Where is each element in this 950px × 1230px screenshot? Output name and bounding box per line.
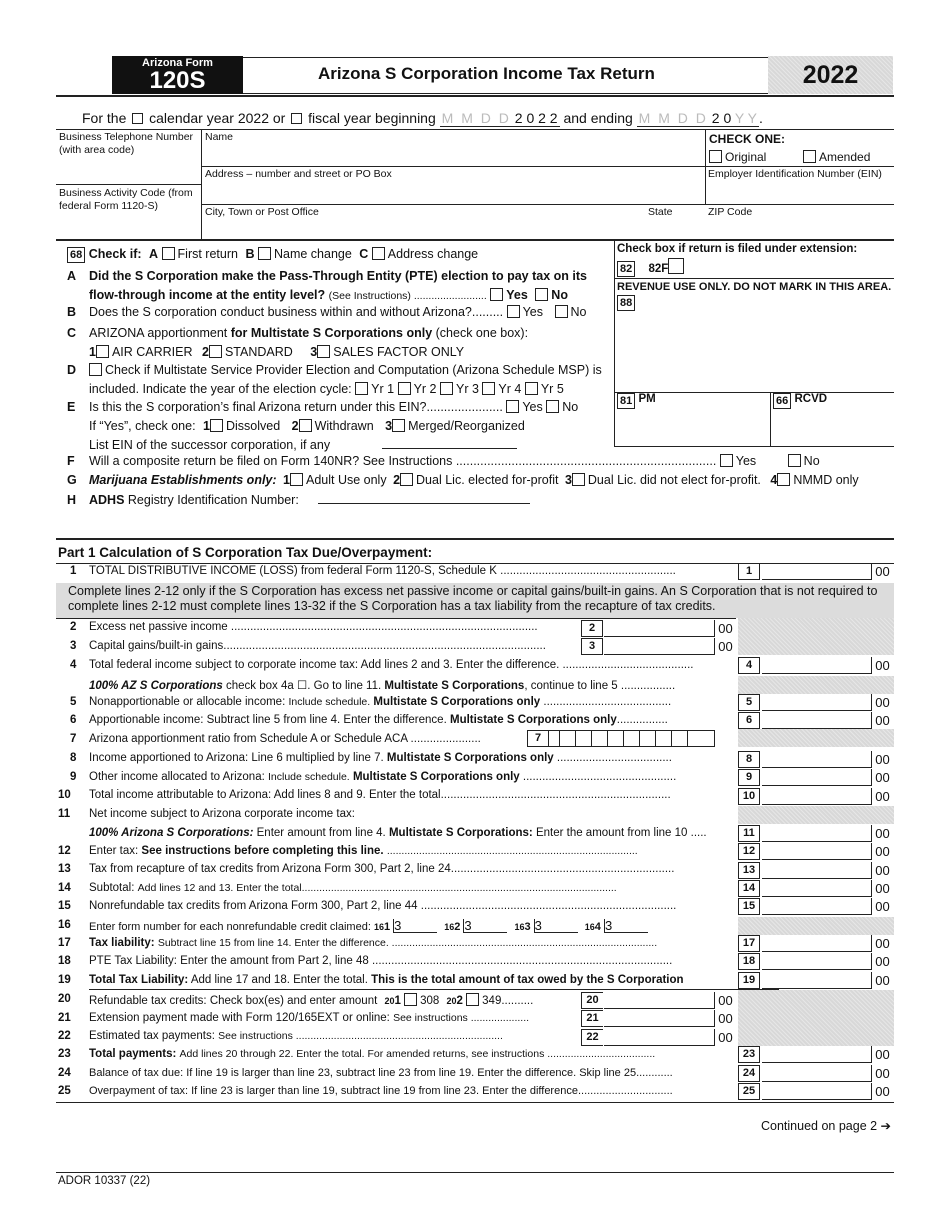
period-line: For the calendar year 2022 or fiscal year beginning M M D D 2 0 2 2 and ending M M D D 2 0 Y Y . xyxy=(82,110,763,126)
line-22-amount[interactable] xyxy=(604,1029,714,1046)
credit-form-1-input[interactable]: 3 xyxy=(393,919,437,933)
check-one-label: CHECK ONE: xyxy=(709,132,786,146)
multistate-no-checkbox[interactable] xyxy=(555,305,568,318)
form-label: Arizona Form xyxy=(142,57,213,69)
line-3-amount[interactable] xyxy=(604,638,714,655)
line-22: 22 Estimated tax payments: See instructions ....................................................................... xyxy=(58,1030,503,1042)
line-18-box: 18 xyxy=(738,953,760,970)
line-3-box: 3 xyxy=(581,638,603,655)
original-option[interactable]: Original xyxy=(709,150,766,164)
credit-form-2-input[interactable]: 3 xyxy=(463,919,507,933)
line-20: 20 Refundable tax credits: Check box(es) and enter amount 201 308 202 349.......... xyxy=(58,993,534,1007)
part1-notice: Complete lines 2-12 only if the S Corporation has excess net passive income or capital gains/built-in gains. An S Corporation that is not required to complete lines 2-12 must complete lines 13-32 if the S Corporation has a tax liability from the recapture of tax credits. xyxy=(56,583,894,618)
yr3-checkbox[interactable] xyxy=(440,382,453,395)
form-title: Arizona S Corporation Income Tax Return xyxy=(318,64,655,83)
question-e: E Is this the S corporation’s final Arizona return under this EIN?...................... Yes No If “Yes”, check one: 1 Dissolved 2 Withdrawn 3 Merged/Reorganized List EIN of the successor corporation, if any xyxy=(67,400,579,452)
tax-year: 2022 xyxy=(802,61,859,89)
standard-checkbox[interactable] xyxy=(209,345,222,358)
line-12-box: 12 xyxy=(738,843,760,860)
rcvd-box: 66 RCVD xyxy=(773,393,827,409)
line-9-amount[interactable] xyxy=(762,769,872,786)
phone-field[interactable]: Business Telephone Number (with area code) xyxy=(59,131,194,156)
line-2: 2 Excess net passive income ................................................................................................ xyxy=(70,621,538,633)
fiscal-end-date-input[interactable]: M M D D 2 0 Y Y xyxy=(638,110,757,126)
line-2-box: 2 xyxy=(581,620,603,637)
line-25-cents: 00 xyxy=(871,1083,893,1100)
line-10-amount[interactable] xyxy=(762,788,872,805)
line-25-amount[interactable] xyxy=(762,1083,872,1100)
original-checkbox[interactable] xyxy=(709,150,722,163)
calendar-year-label: calendar year 2022 or xyxy=(149,110,286,126)
continued-label: Continued on page 2 ➔ xyxy=(761,1119,892,1133)
line-22-cents: 00 xyxy=(714,1029,736,1046)
fiscal-begin-date-input[interactable]: M M D D 2 0 2 2 xyxy=(441,110,558,126)
line-16: 16 Enter form number for each nonrefundable credit claimed: 161 3 162 3 163 3 164 3 xyxy=(58,919,898,937)
box-68: 68 xyxy=(67,247,85,263)
line-12-amount[interactable] xyxy=(762,843,872,860)
dissolved-checkbox[interactable] xyxy=(210,419,223,432)
fiscal-year-checkbox[interactable] xyxy=(291,113,302,124)
line-1-box: 1 xyxy=(738,563,760,580)
adult-use-checkbox[interactable] xyxy=(290,473,303,486)
credit-form-3-input[interactable]: 3 xyxy=(534,919,578,933)
line-3: 3 Capital gains/built-in gains..................................................................................................... xyxy=(70,640,546,652)
line-21-amount[interactable] xyxy=(604,1010,714,1027)
line-24: 24 Balance of tax due: If line 19 is larger than line 23, subtract line 23 from line 19. Enter the difference. Skip line 25............ xyxy=(58,1067,673,1079)
line-7: 7 Arizona apportionment ratio from Schedule A or Schedule ACA ...................... xyxy=(70,733,481,745)
line-5-box: 5 xyxy=(738,694,760,711)
line-19: 19 Total Tax Liability: Add line 17 and 18. Enter the total. This is the total amount of tax owed by the S Corporation xyxy=(58,974,898,992)
line-23-box: 23 xyxy=(738,1046,760,1063)
line-13-amount[interactable] xyxy=(762,862,872,879)
line-11: 11 Net income subject to Arizona corporate income tax: xyxy=(58,808,355,820)
line-11-instruction: 100% Arizona S Corporations: Enter amount from line 4. Multistate S Corporations: Enter the amount from line 10 ..... xyxy=(89,827,707,839)
line-20-cents: 00 xyxy=(714,992,736,1009)
fiscal-year-label: fiscal year beginning xyxy=(308,110,436,126)
line-3-cents: 00 xyxy=(714,638,736,655)
line-14: 14 Subtotal: Add lines 12 and 13. Enter the total............................................................................................................ xyxy=(58,882,617,894)
line-18-cents: 00 xyxy=(871,953,893,970)
first-return-checkbox[interactable] xyxy=(162,247,175,260)
successor-ein-input[interactable] xyxy=(382,437,517,449)
credit-349-checkbox[interactable] xyxy=(466,993,479,1006)
yr2-checkbox[interactable] xyxy=(398,382,411,395)
air-carrier-checkbox[interactable] xyxy=(96,345,109,358)
line-6-cents: 00 xyxy=(871,712,893,729)
line-18-amount[interactable] xyxy=(762,953,872,970)
line-10: 10 Total income attributable to Arizona: Add lines 8 and 9. Enter the total........................................................................ xyxy=(58,789,671,801)
line-20-box: 20 xyxy=(581,992,603,1009)
line-8-box: 8 xyxy=(738,751,760,768)
final-return-yes-checkbox[interactable] xyxy=(506,400,519,413)
form-number-block xyxy=(112,56,243,94)
calendar-year-checkbox[interactable] xyxy=(132,113,143,124)
composite-no-checkbox[interactable] xyxy=(788,454,801,467)
line-17-amount[interactable] xyxy=(762,935,872,952)
line-9: 9 Other income allocated to Arizona: Include schedule. Multistate S Corporations only ................................................ xyxy=(70,771,677,783)
revenue-use-label: REVENUE USE ONLY. DO NOT MARK IN THIS AREA. xyxy=(617,281,892,293)
line-24-cents: 00 xyxy=(871,1065,893,1082)
merged-checkbox[interactable] xyxy=(392,419,405,432)
line-19-cents: 00 xyxy=(871,972,893,989)
line-4: 4 Total federal income subject to corporate income tax: Add lines 2 and 3. Enter the difference. ......................................... xyxy=(70,659,694,671)
line-24-amount[interactable] xyxy=(762,1065,872,1082)
extension-label: Check box if return is filed under extension: xyxy=(617,243,858,255)
check-if-row: 68 Check if: A First return B Name change C Address change xyxy=(67,247,478,263)
line-8: 8 Income apportioned to Arizona: Line 6 multiplied by line 7. Multistate S Corporations only .................................... xyxy=(70,752,672,764)
withdrawn-checkbox[interactable] xyxy=(299,419,312,432)
composite-yes-checkbox[interactable] xyxy=(720,454,733,467)
line-13-cents: 00 xyxy=(871,862,893,879)
pte-election-yes-checkbox[interactable] xyxy=(490,288,503,301)
credit-form-4-input[interactable]: 3 xyxy=(604,919,648,933)
line-6-amount[interactable] xyxy=(762,712,872,729)
line-15-box: 15 xyxy=(738,898,760,915)
city-field[interactable]: City, Town or Post Office xyxy=(205,206,319,218)
line-23-cents: 00 xyxy=(871,1046,893,1063)
line-6: 6 Apportionable income: Subtract line 5 from line 4. Enter the difference. Multistate S Corporations only................ xyxy=(70,714,668,726)
amended-checkbox[interactable] xyxy=(803,150,816,163)
line-7-box: 7 xyxy=(527,730,549,747)
line-7-ratio-input[interactable] xyxy=(549,730,715,747)
question-b: B Does the S corporation conduct business within and without Arizona?......... Yes No xyxy=(67,305,587,319)
activity-code-field[interactable]: Business Activity Code (from federal Form 1120-S) xyxy=(59,187,193,212)
line-24-box: 24 xyxy=(738,1065,760,1082)
line-5-cents: 00 xyxy=(871,694,893,711)
line-25: 25 Overpayment of tax: If line 23 is larger than line 19, subtract line 19 from line 23. Enter the difference............................... xyxy=(58,1085,673,1097)
dual-elected-checkbox[interactable] xyxy=(400,473,413,486)
line-15: 15 Nonrefundable tax credits from Arizona Form 300, Part 2, line 44 ................................................................................ xyxy=(58,900,677,912)
line-2-amount[interactable] xyxy=(604,620,714,637)
extension-checkbox[interactable] xyxy=(668,258,684,274)
question-h: H ADHS Registry Identification Number: xyxy=(67,492,530,507)
question-c: C ARIZONA apportionment for Multistate S Corporations only (check one box): 1 AIR CARRIER 2 STANDARD 3 SALES FACTOR ONLY xyxy=(67,326,529,359)
sales-factor-checkbox[interactable] xyxy=(317,345,330,358)
pm-box: 81 PM xyxy=(617,393,656,409)
line-23: 23 Total payments: Add lines 20 through 22. Enter the total. For amended returns, see instructions ..................................... xyxy=(58,1048,656,1060)
line-22-box: 22 xyxy=(581,1029,603,1046)
adhs-id-input[interactable] xyxy=(318,492,530,504)
line-15-cents: 00 xyxy=(871,898,893,915)
line-6-box: 6 xyxy=(738,712,760,729)
line-12-cents: 00 xyxy=(871,843,893,860)
period-prefix: For the xyxy=(82,110,127,126)
line-21-box: 21 xyxy=(581,1010,603,1027)
line-18: 18 PTE Tax Liability: Enter the amount from Part 2, line 48 .............................................................................................. xyxy=(58,955,673,967)
line-9-box: 9 xyxy=(738,769,760,786)
multistate-yes-checkbox[interactable] xyxy=(507,305,520,318)
nmmd-checkbox[interactable] xyxy=(777,473,790,486)
address-change-checkbox[interactable] xyxy=(372,247,385,260)
line-8-amount[interactable] xyxy=(762,751,872,768)
and-ending-label: and ending xyxy=(563,110,633,126)
line-10-cents: 00 xyxy=(871,788,893,805)
ein-field[interactable]: Employer Identification Number (EIN) xyxy=(708,168,882,180)
line-8-cents: 00 xyxy=(871,751,893,768)
line-17-box: 17 xyxy=(738,935,760,952)
line-19-box: 19 xyxy=(738,972,760,989)
line-14-amount[interactable] xyxy=(762,880,872,897)
line-21: 21 Extension payment made with Form 120/165EXT or online: See instructions .................... xyxy=(58,1012,530,1024)
line-4-amount[interactable] xyxy=(762,657,872,674)
final-return-no-checkbox[interactable] xyxy=(546,400,559,413)
question-f: F Will a composite return be filed on Form 140NR? See Instructions ........................................................................... Yes No xyxy=(67,454,820,468)
yr1-checkbox[interactable] xyxy=(355,382,368,395)
line-1-amount[interactable] xyxy=(762,563,872,580)
msp-election-checkbox[interactable] xyxy=(89,363,102,376)
line-20-amount[interactable] xyxy=(604,992,714,1009)
line-17: 17 Tax liability: Subtract line 15 from line 14. Enter the difference. ........................................................................................... xyxy=(58,937,658,949)
line-1: 1 TOTAL DISTRIBUTIVE INCOME (LOSS) from federal Form 1120-S, Schedule K ....................................................... xyxy=(70,565,676,577)
line-9-cents: 00 xyxy=(871,769,893,786)
yr4-checkbox[interactable] xyxy=(482,382,495,395)
line-11-box: 11 xyxy=(738,825,760,842)
question-a: A Did the S Corporation make the Pass-Through Entity (PTE) election to pay tax on its flow-through income at the entity level? (See Instructions) ......................... Yes No xyxy=(67,269,587,302)
line-10-box: 10 xyxy=(738,788,760,805)
form-number: 120S xyxy=(149,67,206,94)
name-change-checkbox[interactable] xyxy=(258,247,271,260)
state-field[interactable]: State xyxy=(648,206,673,218)
box-88: 88 xyxy=(617,295,635,311)
line-14-cents: 00 xyxy=(871,880,893,897)
line-4-instruction: 100% AZ S Corporations check box 4a ☐. Go to line 11. Multistate S Corporations, continue to line 5 ................. xyxy=(89,680,676,692)
extension-row: 82 82F xyxy=(617,258,687,277)
amended-option[interactable]: Amended xyxy=(803,150,870,164)
line-17-cents: 00 xyxy=(871,935,893,952)
form-id: ADOR 10337 (22) xyxy=(58,1175,151,1187)
line-5: 5 Nonapportionable or allocable income: Include schedule. Multistate S Corporations only ........................................ xyxy=(70,696,672,708)
line-4-cents: 00 xyxy=(871,657,893,674)
line-13: 13 Tax from recapture of tax credits from Arizona Form 300, Part 2, line 24...................................................................... xyxy=(58,863,675,875)
name-field[interactable]: Name xyxy=(205,131,234,143)
line-14-box: 14 xyxy=(738,880,760,897)
line-4-box: 4 xyxy=(738,657,760,674)
zip-field[interactable]: ZIP Code xyxy=(708,206,753,218)
line-5-amount[interactable] xyxy=(762,694,872,711)
line-23-amount[interactable] xyxy=(762,1046,872,1063)
line-21-cents: 00 xyxy=(714,1010,736,1027)
line-25-box: 25 xyxy=(738,1083,760,1100)
address-field[interactable]: Address – number and street or PO Box xyxy=(205,168,392,180)
line-2-cents: 00 xyxy=(714,620,736,637)
question-d: D Check if Multistate Service Provider Election and Computation (Arizona Schedule MSP) is included. Indicate the year of the election cycle: Yr 1 Yr 2 Yr 3 Yr 4 Yr 5 xyxy=(67,363,602,396)
line-15-amount[interactable] xyxy=(762,898,872,915)
year-block xyxy=(768,56,893,94)
pte-election-no-checkbox[interactable] xyxy=(535,288,548,301)
question-g: G Marijuana Establishments only: 1 Adult Use only 2 Dual Lic. elected for-profit 3 Dual Lic. did not elect for-profit. 4 NMMD only xyxy=(67,473,859,487)
line-1-cents: 00 xyxy=(871,563,893,580)
line-13-box: 13 xyxy=(738,862,760,879)
credit-308-checkbox[interactable] xyxy=(404,993,417,1006)
part1-title: Part 1 Calculation of S Corporation Tax Due/Overpayment: xyxy=(58,545,433,560)
line-11-amount[interactable] xyxy=(762,825,872,842)
line-12: 12 Enter tax: See instructions before completing this line. ...................................................................................... xyxy=(58,845,638,857)
line-19-amount[interactable] xyxy=(762,972,872,989)
yr5-checkbox[interactable] xyxy=(525,382,538,395)
dual-not-elected-checkbox[interactable] xyxy=(572,473,585,486)
line-11-cents: 00 xyxy=(871,825,893,842)
